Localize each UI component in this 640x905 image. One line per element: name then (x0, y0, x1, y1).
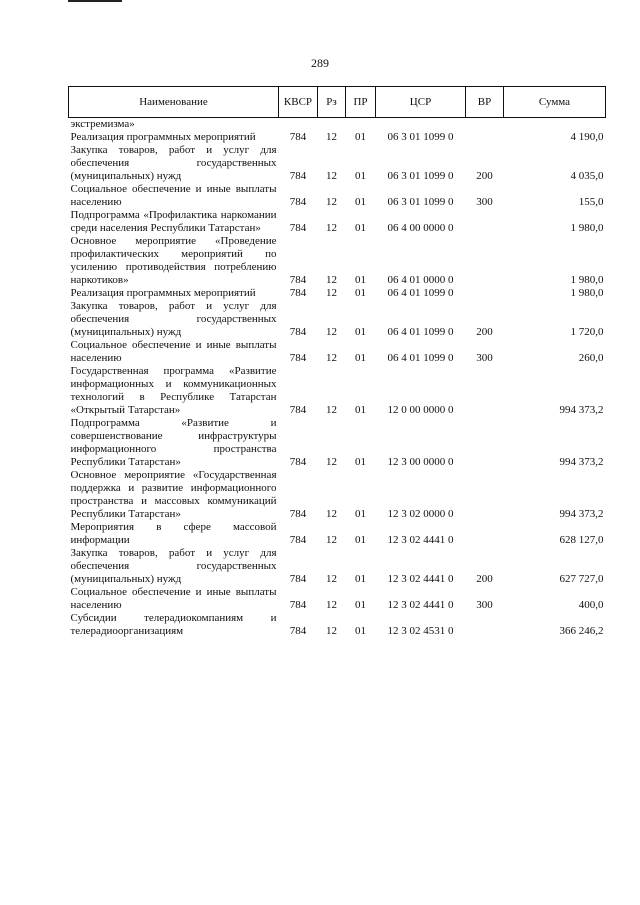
row-kvsr: 784 (289, 534, 307, 546)
table-row (69, 131, 606, 144)
row-rz: 12 (326, 222, 337, 234)
table-row (69, 469, 606, 521)
row-kvsr: 784 (289, 222, 307, 234)
row-name: Государственная программа «Развитие информационных и коммуникационных технологий в Республике Татарстан «Открытый Татарстан» (70, 365, 277, 416)
header-sum: Сумма (504, 87, 606, 118)
row-sum: 260,0 (578, 352, 604, 364)
row-name: Закупка товаров, работ и услуг для обеспечения государственных (муниципальных) нужд (70, 144, 277, 182)
row-name: Закупка товаров, работ и услуг для обеспечения государственных (муниципальных) нужд (70, 547, 277, 585)
row-kvsr: 784 (289, 274, 307, 286)
row-rz: 12 (326, 287, 337, 299)
header-vr: ВР (466, 87, 504, 118)
row-csr: 06 4 01 1099 0 (387, 326, 454, 338)
row-vr: 200 (476, 170, 493, 182)
row-sum: 400,0 (578, 599, 604, 611)
row-name: Подпрограмма «Профилактика наркомании среди населения Республики Татарстан» (70, 209, 277, 234)
row-vr (466, 287, 504, 300)
row-csr: 12 3 02 4441 0 (387, 599, 454, 611)
table-row (69, 300, 606, 339)
row-rz: 12 (326, 326, 337, 338)
row-vr (466, 365, 504, 417)
table-row (69, 612, 606, 638)
continuation-row (69, 118, 606, 132)
row-name: Социальное обеспечение и иные выплаты населению (70, 183, 277, 208)
page-number: 289 (311, 56, 329, 70)
header-kvsr: КВСР (279, 87, 318, 118)
row-vr: 200 (476, 573, 493, 585)
row-pr: 01 (355, 456, 366, 468)
row-kvsr: 784 (289, 599, 307, 611)
row-kvsr: 784 (289, 404, 307, 416)
row-kvsr: 784 (289, 573, 307, 585)
row-pr: 01 (355, 625, 366, 637)
row-csr: 12 3 00 0000 0 (387, 456, 454, 468)
row-kvsr: 784 (289, 625, 307, 637)
row-vr: 200 (476, 326, 493, 338)
header-row (69, 87, 606, 118)
row-rz: 12 (326, 196, 337, 208)
header-csr: ЦСР (376, 87, 466, 118)
header-name: Наименование (69, 87, 279, 118)
row-pr: 01 (355, 573, 366, 585)
row-kvsr: 784 (289, 131, 307, 143)
row-sum: 1 980,0 (570, 287, 604, 299)
row-rz: 12 (326, 599, 337, 611)
row-csr: 06 3 01 1099 0 (387, 196, 454, 208)
table-row (69, 209, 606, 235)
table-row (69, 586, 606, 612)
budget-table (68, 86, 606, 638)
row-sum: 994 373,2 (559, 404, 604, 416)
table-row (69, 183, 606, 209)
row-rz: 12 (326, 404, 337, 416)
table-row (69, 365, 606, 417)
row-vr (466, 209, 504, 235)
row-kvsr: 784 (289, 170, 307, 182)
row-pr: 01 (355, 352, 366, 364)
row-sum: 4 190,0 (570, 131, 604, 143)
row-rz: 12 (326, 131, 337, 143)
table-row (69, 417, 606, 469)
row-vr (466, 131, 504, 144)
row-kvsr: 784 (289, 287, 307, 299)
row-sum: 155,0 (578, 196, 604, 208)
header-rz: Рз (318, 87, 346, 118)
row-pr: 01 (355, 599, 366, 611)
row-pr: 01 (355, 170, 366, 182)
table-header (69, 87, 606, 118)
row-csr: 06 3 01 1099 0 (387, 170, 454, 182)
row-rz: 12 (326, 534, 337, 546)
row-name: Основное мероприятие «Проведение профилактических мероприятий по усилению противодействия потреблению наркотиков» (70, 235, 277, 286)
row-vr (466, 235, 504, 287)
row-csr: 06 4 01 1099 0 (387, 287, 454, 299)
row-sum: 1 980,0 (570, 222, 604, 234)
row-vr (466, 417, 504, 469)
table-row (69, 521, 606, 547)
row-name: Социальное обеспечение и иные выплаты населению (70, 586, 277, 611)
table-row (69, 235, 606, 287)
row-kvsr: 784 (289, 508, 307, 520)
header-pr: ПР (346, 87, 376, 118)
row-rz: 12 (326, 456, 337, 468)
row-name: Социальное обеспечение и иные выплаты населению (70, 339, 277, 364)
row-sum: 1 720,0 (570, 326, 604, 338)
row-rz: 12 (326, 352, 337, 364)
row-sum: 994 373,2 (559, 508, 604, 520)
top-rule (68, 0, 122, 2)
table-body (69, 118, 606, 639)
row-name: Закупка товаров, работ и услуг для обеспечения государственных (муниципальных) нужд (70, 300, 277, 338)
row-name: Мероприятия в сфере массовой информации (70, 521, 277, 546)
row-rz: 12 (326, 170, 337, 182)
row-name: Подпрограмма «Развитие и совершенствование инфраструктуры информационного пространства Республики Татарстан» (70, 417, 277, 468)
row-pr: 01 (355, 404, 366, 416)
row-rz: 12 (326, 274, 337, 286)
row-pr: 01 (355, 196, 366, 208)
row-vr (466, 612, 504, 638)
row-csr: 12 0 00 0000 0 (387, 404, 454, 416)
table-row (69, 144, 606, 183)
row-kvsr: 784 (289, 326, 307, 338)
row-sum: 1 980,0 (570, 274, 604, 286)
row-vr: 300 (476, 196, 493, 208)
table-row (69, 547, 606, 586)
row-sum: 4 035,0 (570, 170, 604, 182)
row-name: Реализация программных мероприятий (70, 287, 256, 299)
table-row (69, 287, 606, 300)
row-sum: 994 373,2 (559, 456, 604, 468)
row-csr: 06 4 01 0000 0 (387, 274, 454, 286)
row-csr: 06 4 00 0000 0 (387, 222, 454, 234)
row-sum: 628 127,0 (559, 534, 604, 546)
row-csr: 12 3 02 4441 0 (387, 573, 454, 585)
row-csr: 12 3 02 4531 0 (387, 625, 454, 637)
row-pr: 01 (355, 274, 366, 286)
row-csr: 12 3 02 4441 0 (387, 534, 454, 546)
row-kvsr: 784 (289, 352, 307, 364)
row-vr (466, 469, 504, 521)
row-sum: 627 727,0 (559, 573, 604, 585)
row-name: Основное мероприятие «Государственная поддержка и развитие информационного пространства и массовых коммуникаций Республики Татарстан» (70, 469, 277, 520)
row-pr: 01 (355, 131, 366, 143)
row-name: Субсидии телерадиокомпаниям и телерадиоорганизациям (70, 612, 277, 637)
row-pr: 01 (355, 222, 366, 234)
row-vr (466, 521, 504, 547)
row-vr: 300 (476, 599, 493, 611)
row-csr: 06 4 01 1099 0 (387, 352, 454, 364)
row-kvsr: 784 (289, 196, 307, 208)
row-kvsr: 784 (289, 456, 307, 468)
row-rz: 12 (326, 625, 337, 637)
row-pr: 01 (355, 326, 366, 338)
table-row (69, 339, 606, 365)
row-pr: 01 (355, 534, 366, 546)
row-sum: 366 246,2 (559, 625, 604, 637)
row-rz: 12 (326, 573, 337, 585)
row-csr: 12 3 02 0000 0 (387, 508, 454, 520)
row-pr: 01 (355, 508, 366, 520)
row-csr: 06 3 01 1099 0 (387, 131, 454, 143)
row-vr: 300 (476, 352, 493, 364)
row-pr: 01 (355, 287, 366, 299)
row-name: Реализация программных мероприятий (70, 131, 256, 143)
continuation-text: экстремизма» (70, 118, 135, 130)
row-rz: 12 (326, 508, 337, 520)
